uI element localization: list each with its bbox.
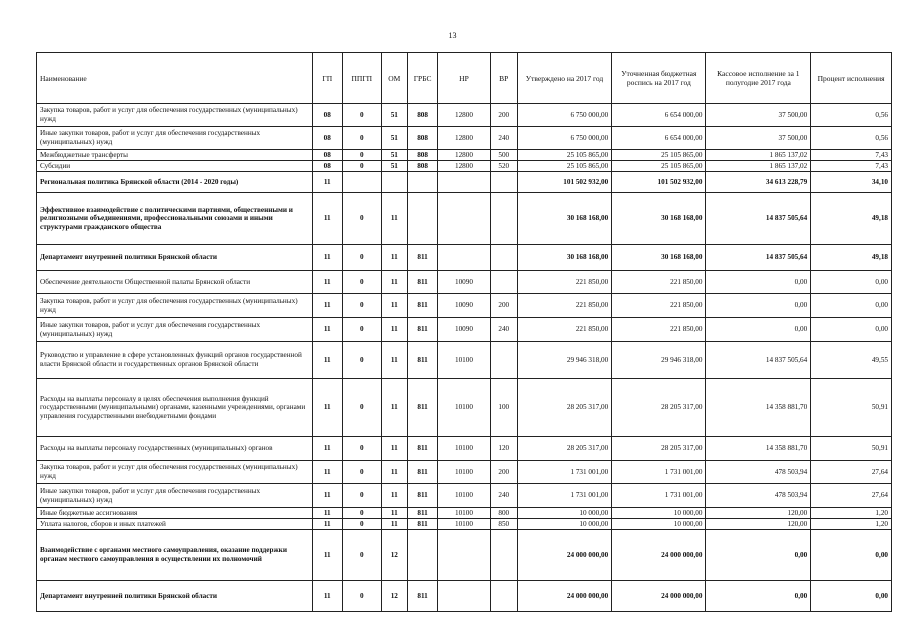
- nr-cell: [438, 245, 490, 271]
- row-name-cell: Закупка товаров, работ и услуг для обеспечения государственных (муниципальных) нужд: [37, 461, 313, 484]
- row-name-cell: Иные закупки товаров, работ и услуг для обеспечения государственных (муниципальных) нужд: [37, 318, 313, 342]
- nr-cell: [438, 581, 490, 612]
- approved-cell: 30 168 168,00: [517, 245, 611, 271]
- row-name-cell: Иные закупки товаров, работ и услуг для обеспечения государственных (муниципальных) нужд: [37, 484, 313, 508]
- gp-cell: 08: [312, 150, 342, 161]
- grbs-cell: [407, 193, 437, 245]
- ppgp-cell: 0: [342, 104, 381, 127]
- approved-cell: 6 750 000,00: [517, 127, 611, 150]
- percent-cell: 0,00: [811, 530, 892, 581]
- approved-cell: 101 502 932,00: [517, 172, 611, 193]
- vr-cell: 800: [490, 508, 517, 519]
- ppgp-cell: 0: [342, 342, 381, 379]
- percent-cell: 0,00: [811, 294, 892, 318]
- ppgp-cell: 0: [342, 519, 381, 530]
- cash-cell: 14 837 505,64: [706, 342, 811, 379]
- cash-cell: 1 865 137,02: [706, 161, 811, 172]
- om-cell: 11: [381, 461, 407, 484]
- cash-cell: 37 500,00: [706, 104, 811, 127]
- ppgp-cell: 0: [342, 318, 381, 342]
- vr-cell: 240: [490, 484, 517, 508]
- table-row: [37, 519, 892, 530]
- table-row: [37, 530, 892, 581]
- ppgp-cell: 0: [342, 150, 381, 161]
- om-cell: 12: [381, 581, 407, 612]
- om-cell: 11: [381, 318, 407, 342]
- column-header-nr: НР: [438, 53, 490, 104]
- grbs-cell: [407, 172, 437, 193]
- cash-cell: 14 358 881,70: [706, 379, 811, 437]
- approved-cell: 6 750 000,00: [517, 104, 611, 127]
- ppgp-cell: 0: [342, 245, 381, 271]
- refined-cell: 221 850,00: [612, 318, 706, 342]
- row-name-cell: Эффективное взаимодействие с политическими партиями, общественными и религиозными объединениями, профессиональными союзами и иными структурами гражданского общества: [37, 193, 313, 245]
- refined-cell: 6 654 000,00: [612, 127, 706, 150]
- gp-cell: 11: [312, 193, 342, 245]
- ppgp-cell: 0: [342, 508, 381, 519]
- column-header-gp: ГП: [312, 53, 342, 104]
- table-row: [37, 484, 892, 508]
- grbs-cell: 811: [407, 245, 437, 271]
- cash-cell: 478 503,94: [706, 484, 811, 508]
- budget-table: [36, 52, 892, 612]
- row-name-cell: Департамент внутренней политики Брянской области: [37, 581, 313, 612]
- ppgp-cell: 0: [342, 461, 381, 484]
- gp-cell: 11: [312, 519, 342, 530]
- om-cell: 11: [381, 437, 407, 461]
- vr-cell: 240: [490, 127, 517, 150]
- percent-cell: 34,10: [811, 172, 892, 193]
- vr-cell: [490, 530, 517, 581]
- percent-cell: 7,43: [811, 161, 892, 172]
- table-row: [37, 581, 892, 612]
- row-name-cell: Субсидии: [37, 161, 313, 172]
- grbs-cell: 808: [407, 161, 437, 172]
- om-cell: [381, 172, 407, 193]
- approved-cell: 28 205 317,00: [517, 437, 611, 461]
- refined-cell: 221 850,00: [612, 294, 706, 318]
- ppgp-cell: 0: [342, 271, 381, 294]
- grbs-cell: 811: [407, 294, 437, 318]
- cash-cell: 14 837 505,64: [706, 193, 811, 245]
- gp-cell: 11: [312, 508, 342, 519]
- nr-cell: 12800: [438, 104, 490, 127]
- ppgp-cell: 0: [342, 127, 381, 150]
- cash-cell: 34 613 228,79: [706, 172, 811, 193]
- table-row: [37, 508, 892, 519]
- column-header-grbs: ГРБС: [407, 53, 437, 104]
- percent-cell: 49,18: [811, 193, 892, 245]
- cash-cell: 0,00: [706, 530, 811, 581]
- table-row: [37, 150, 892, 161]
- vr-cell: [490, 193, 517, 245]
- approved-cell: 221 850,00: [517, 318, 611, 342]
- gp-cell: 08: [312, 104, 342, 127]
- grbs-cell: 811: [407, 508, 437, 519]
- percent-cell: 1,20: [811, 519, 892, 530]
- refined-cell: 28 205 317,00: [612, 379, 706, 437]
- percent-cell: 27,64: [811, 461, 892, 484]
- refined-cell: 1 731 001,00: [612, 461, 706, 484]
- table-header-row: [37, 53, 892, 104]
- vr-cell: 200: [490, 294, 517, 318]
- om-cell: 51: [381, 127, 407, 150]
- nr-cell: [438, 193, 490, 245]
- column-header-vr: ВР: [490, 53, 517, 104]
- refined-cell: 25 105 865,00: [612, 161, 706, 172]
- row-name-cell: Межбюджетные трансферты: [37, 150, 313, 161]
- percent-cell: 49,55: [811, 342, 892, 379]
- row-name-cell: Расходы на выплаты персоналу государственных (муниципальных) органов: [37, 437, 313, 461]
- row-name-cell: Иные бюджетные ассигнования: [37, 508, 313, 519]
- refined-cell: 221 850,00: [612, 271, 706, 294]
- approved-cell: 24 000 000,00: [517, 530, 611, 581]
- cash-cell: 14 837 505,64: [706, 245, 811, 271]
- nr-cell: 10090: [438, 318, 490, 342]
- nr-cell: 12800: [438, 150, 490, 161]
- cash-cell: 0,00: [706, 271, 811, 294]
- nr-cell: 10100: [438, 437, 490, 461]
- approved-cell: 25 105 865,00: [517, 150, 611, 161]
- approved-cell: 221 850,00: [517, 271, 611, 294]
- column-header-approved: Утверждено на 2017 год: [517, 53, 611, 104]
- grbs-cell: [407, 530, 437, 581]
- ppgp-cell: 0: [342, 437, 381, 461]
- row-name-cell: Уплата налогов, сборов и иных платежей: [37, 519, 313, 530]
- gp-cell: 11: [312, 437, 342, 461]
- grbs-cell: 811: [407, 461, 437, 484]
- gp-cell: 11: [312, 271, 342, 294]
- gp-cell: 08: [312, 127, 342, 150]
- refined-cell: 10 000,00: [612, 519, 706, 530]
- refined-cell: 30 168 168,00: [612, 193, 706, 245]
- row-name-cell: Закупка товаров, работ и услуг для обеспечения государственных (муниципальных) нужд: [37, 294, 313, 318]
- gp-cell: 11: [312, 245, 342, 271]
- column-header-om: ОМ: [381, 53, 407, 104]
- grbs-cell: 811: [407, 581, 437, 612]
- table-row: [37, 161, 892, 172]
- nr-cell: 12800: [438, 127, 490, 150]
- approved-cell: 30 168 168,00: [517, 193, 611, 245]
- refined-cell: 24 000 000,00: [612, 581, 706, 612]
- om-cell: 11: [381, 484, 407, 508]
- percent-cell: 1,20: [811, 508, 892, 519]
- percent-cell: 50,91: [811, 379, 892, 437]
- percent-cell: 49,18: [811, 245, 892, 271]
- approved-cell: 10 000,00: [517, 508, 611, 519]
- grbs-cell: 811: [407, 519, 437, 530]
- refined-cell: 6 654 000,00: [612, 104, 706, 127]
- om-cell: 11: [381, 519, 407, 530]
- vr-cell: 100: [490, 379, 517, 437]
- ppgp-cell: 0: [342, 484, 381, 508]
- table-row: [37, 461, 892, 484]
- percent-cell: 7,43: [811, 150, 892, 161]
- cash-cell: 37 500,00: [706, 127, 811, 150]
- table-row: [37, 342, 892, 379]
- vr-cell: 500: [490, 150, 517, 161]
- approved-cell: 221 850,00: [517, 294, 611, 318]
- cash-cell: 478 503,94: [706, 461, 811, 484]
- om-cell: 11: [381, 508, 407, 519]
- approved-cell: 24 000 000,00: [517, 581, 611, 612]
- vr-cell: [490, 172, 517, 193]
- ppgp-cell: 0: [342, 581, 381, 612]
- refined-cell: 30 168 168,00: [612, 245, 706, 271]
- table-row: [37, 294, 892, 318]
- gp-cell: 08: [312, 161, 342, 172]
- om-cell: 51: [381, 161, 407, 172]
- nr-cell: 10100: [438, 508, 490, 519]
- ppgp-cell: 0: [342, 530, 381, 581]
- approved-cell: 1 731 001,00: [517, 461, 611, 484]
- approved-cell: 1 731 001,00: [517, 484, 611, 508]
- column-header-cash: Кассовое исполнение за 1 полугодие 2017 года: [706, 53, 811, 104]
- ppgp-cell: 0: [342, 379, 381, 437]
- table-row: [37, 318, 892, 342]
- approved-cell: 10 000,00: [517, 519, 611, 530]
- refined-cell: 29 946 318,00: [612, 342, 706, 379]
- grbs-cell: 811: [407, 484, 437, 508]
- ppgp-cell: 0: [342, 161, 381, 172]
- table-row: [37, 104, 892, 127]
- vr-cell: [490, 271, 517, 294]
- table-row: [37, 127, 892, 150]
- refined-cell: 1 731 001,00: [612, 484, 706, 508]
- row-name-cell: Расходы на выплаты персоналу в целях обеспечения выполнения функций государственными (муниципальными) органами, казенными учреждениями, органами управления государственными внебюджетными фондами: [37, 379, 313, 437]
- percent-cell: 27,64: [811, 484, 892, 508]
- om-cell: 11: [381, 271, 407, 294]
- om-cell: 11: [381, 342, 407, 379]
- column-header-refined: Уточненная бюджетная роспись на 2017 год: [612, 53, 706, 104]
- percent-cell: 0,56: [811, 127, 892, 150]
- grbs-cell: 808: [407, 127, 437, 150]
- vr-cell: 200: [490, 104, 517, 127]
- column-header-ppgp: ППГП: [342, 53, 381, 104]
- nr-cell: 10100: [438, 484, 490, 508]
- row-name-cell: Обеспечение деятельности Общественной палаты Брянской области: [37, 271, 313, 294]
- vr-cell: 200: [490, 461, 517, 484]
- column-header-name: Наименование: [37, 53, 313, 104]
- table-row: [37, 172, 892, 193]
- percent-cell: 0,56: [811, 104, 892, 127]
- nr-cell: 10100: [438, 519, 490, 530]
- row-name-cell: Взаимодействие с органами местного самоуправления, оказание поддержки органам местного самоуправления в осуществлении их полномочий: [37, 530, 313, 581]
- cash-cell: 120,00: [706, 508, 811, 519]
- refined-cell: 28 205 317,00: [612, 437, 706, 461]
- vr-cell: [490, 245, 517, 271]
- om-cell: 11: [381, 379, 407, 437]
- grbs-cell: 808: [407, 104, 437, 127]
- gp-cell: 11: [312, 294, 342, 318]
- percent-cell: 0,00: [811, 581, 892, 612]
- nr-cell: 10100: [438, 461, 490, 484]
- om-cell: 12: [381, 530, 407, 581]
- nr-cell: 10100: [438, 379, 490, 437]
- gp-cell: 11: [312, 379, 342, 437]
- table-row: [37, 437, 892, 461]
- nr-cell: [438, 172, 490, 193]
- grbs-cell: 808: [407, 150, 437, 161]
- row-name-cell: Иные закупки товаров, работ и услуг для обеспечения государственных (муниципальных) нужд: [37, 127, 313, 150]
- grbs-cell: 811: [407, 437, 437, 461]
- gp-cell: 11: [312, 342, 342, 379]
- vr-cell: 850: [490, 519, 517, 530]
- om-cell: 51: [381, 104, 407, 127]
- cash-cell: 0,00: [706, 294, 811, 318]
- vr-cell: 520: [490, 161, 517, 172]
- table-row: [37, 193, 892, 245]
- om-cell: 11: [381, 193, 407, 245]
- column-header-percent: Процент исполнения: [811, 53, 892, 104]
- table-row: [37, 245, 892, 271]
- grbs-cell: 811: [407, 318, 437, 342]
- nr-cell: [438, 530, 490, 581]
- gp-cell: 11: [312, 318, 342, 342]
- grbs-cell: 811: [407, 342, 437, 379]
- row-name-cell: Департамент внутренней политики Брянской области: [37, 245, 313, 271]
- percent-cell: 0,00: [811, 318, 892, 342]
- gp-cell: 11: [312, 581, 342, 612]
- vr-cell: [490, 581, 517, 612]
- percent-cell: 0,00: [811, 271, 892, 294]
- gp-cell: 11: [312, 530, 342, 581]
- om-cell: 11: [381, 294, 407, 318]
- refined-cell: 10 000,00: [612, 508, 706, 519]
- grbs-cell: 811: [407, 379, 437, 437]
- ppgp-cell: [342, 172, 381, 193]
- approved-cell: 28 205 317,00: [517, 379, 611, 437]
- refined-cell: 24 000 000,00: [612, 530, 706, 581]
- om-cell: 11: [381, 245, 407, 271]
- cash-cell: 1 865 137,02: [706, 150, 811, 161]
- percent-cell: 50,91: [811, 437, 892, 461]
- ppgp-cell: 0: [342, 193, 381, 245]
- grbs-cell: 811: [407, 271, 437, 294]
- cash-cell: 14 358 881,70: [706, 437, 811, 461]
- om-cell: 51: [381, 150, 407, 161]
- nr-cell: 10090: [438, 271, 490, 294]
- cash-cell: 120,00: [706, 519, 811, 530]
- table-row: [37, 379, 892, 437]
- vr-cell: 240: [490, 318, 517, 342]
- nr-cell: 10100: [438, 342, 490, 379]
- row-name-cell: Руководство и управление в сфере установленных функций органов государственной власти Брянской области и государственных органов Брянской области: [37, 342, 313, 379]
- gp-cell: 11: [312, 484, 342, 508]
- nr-cell: 12800: [438, 161, 490, 172]
- cash-cell: 0,00: [706, 581, 811, 612]
- nr-cell: 10090: [438, 294, 490, 318]
- approved-cell: 25 105 865,00: [517, 161, 611, 172]
- refined-cell: 25 105 865,00: [612, 150, 706, 161]
- row-name-cell: Региональная политика Брянской области (2014 - 2020 годы): [37, 172, 313, 193]
- cash-cell: 0,00: [706, 318, 811, 342]
- approved-cell: 29 946 318,00: [517, 342, 611, 379]
- gp-cell: 11: [312, 172, 342, 193]
- vr-cell: [490, 342, 517, 379]
- row-name-cell: Закупка товаров, работ и услуг для обеспечения государственных (муниципальных) нужд: [37, 104, 313, 127]
- vr-cell: 120: [490, 437, 517, 461]
- page-number: 13: [448, 31, 457, 40]
- gp-cell: 11: [312, 461, 342, 484]
- table-row: [37, 271, 892, 294]
- refined-cell: 101 502 932,00: [612, 172, 706, 193]
- ppgp-cell: 0: [342, 294, 381, 318]
